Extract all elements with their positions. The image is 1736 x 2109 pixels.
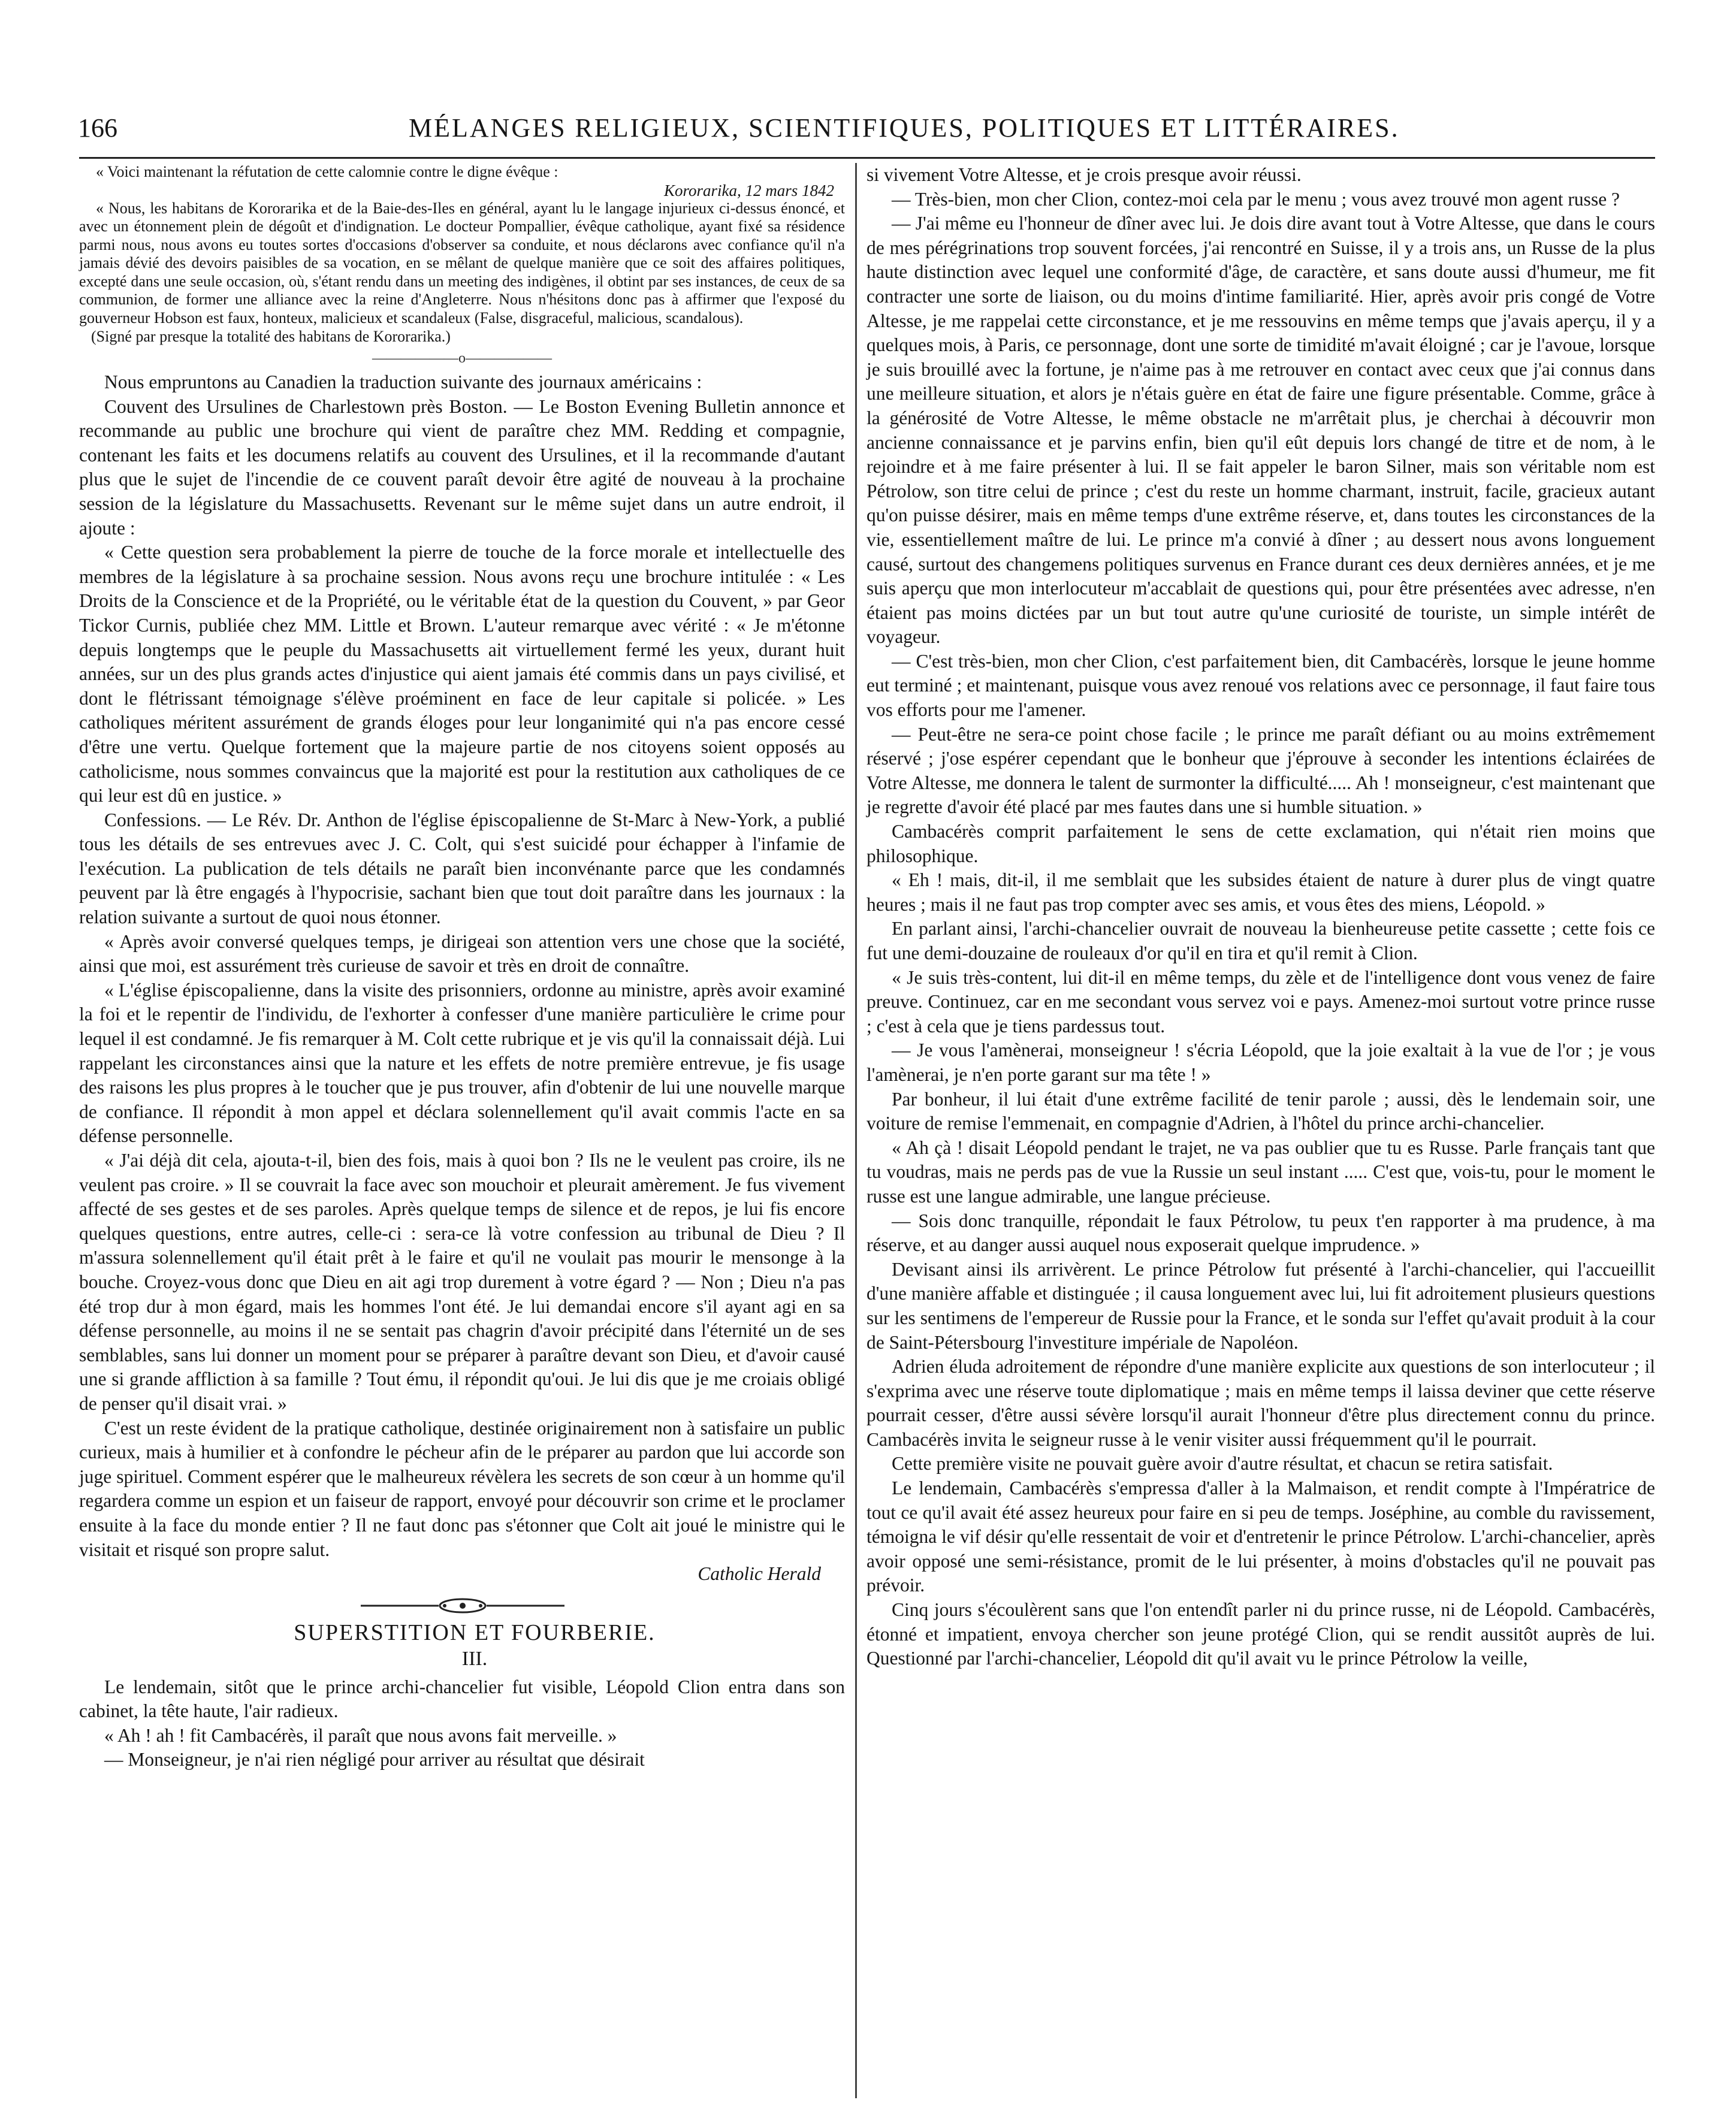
- quote-signature: (Signé par presque la totalité des habitans de Kororarika.): [91, 328, 451, 345]
- header-rule: [79, 157, 1655, 159]
- left-column: [79, 163, 845, 1772]
- quote-date: Kororarika, 12 mars 1842: [663, 181, 834, 200]
- paragraph: « Eh ! mais, dit-il, il me semblait que les subsides étaient de nature à durer plus de vingt quatre heures ; mais il ne faut pas trop compter avec ses amis, et vous êtes des miens, Léopold. »: [867, 869, 1655, 915]
- paragraph: « J'ai déjà dit cela, ajouta-t-il, bien des fois, mais à quoi bon ? Ils ne le veulent pas croire, ils ne veulent pas croire. » Il se couvrait la face avec son mouchoir et pleurait amèrement. Je fus vivement affecté de ses gestes et de ses paroles. Après quelque temps de silence et de repos, je lui fis encore quelques questions, entre autres, celle-ci : sera-ce là votre confession au tribunal de Dieu ? Il m'assura solennellement qu'il était prêt à le faire et qu'il ne voulait pas mourir le mensonge à la bouche. Croyez-vous donc que Dieu en ait agi trop durement à votre égard ? — Non ; Dieu n'a pas été trop dur à mon égard, mais les hommes l'ont été. Je lui demandai encore s'il ayant agi en sa défense personnelle, au moins il ne se sentait pas chagrin d'avoir précipité dans l'éternité un de ses semblables, sans lui donner un moment pour se préparer à paraître devant son Dieu, et d'avoir causé une si grande affliction à sa famille ? Tout ému, il répondit qu'oui. Je lui dis que je me croiais obligé de penser qu'il disait vrai. »: [79, 1150, 845, 1414]
- paragraph: Couvent des Ursulines de Charlestown près Boston. — Le Boston Evening Bulletin annonce et recommande au public une brochure qui vient de paraître chez MM. Redding et compagnie, contenant les faits et les documens relatifs au couvent des Ursulines, et il la recommande d'autant plus que le sujet de l'incendie de ce couvent paraît devoir être agité de nouveau à la prochaine session de la législature du Massachusetts. Revenant sur le même sujet dans un autre endroit, il ajoute :: [79, 395, 845, 539]
- paragraph: — Très-bien, mon cher Clion, contez-moi cela par le menu ; vous avez trouvé mon agent russe ?: [892, 188, 1620, 210]
- paragraph: — Monseigneur, je n'ai rien négligé pour arriver au résultat que désirait: [104, 1749, 645, 1770]
- paragraph: Cinq jours s'écoulèrent sans que l'on entendît parler ni du prince russe, ni de Léopold. Cambacérès, étonné et impatient, envoya chercher son jeune protégé Clion, qui se rendit aussitôt auprès de lui. Questionné par l'archi-chancelier, Léopold dit qu'il avait vu le prince Pétrolow la veille,: [867, 1599, 1655, 1669]
- paragraph: — Je vous l'amènerai, monseigneur ! s'écria Léopold, que la joie exaltait à la vue de l'or ; je vous l'amènerai, je n'en porte garant sur ma tête ! »: [867, 1040, 1655, 1085]
- page-header: [73, 113, 1655, 151]
- paragraph: — C'est très-bien, mon cher Clion, c'est parfaitement bien, dit Cambacérès, lorsque le jeune homme eut terminé ; et maintenant, puisque vous avez renoué vos relations avec ce personnage, il faut faire tous vos efforts pour me l'amener.: [867, 650, 1655, 721]
- quote-body: « Nous, les habitans de Kororarika et de la Baie-des-Iles en général, ayant lu le langage injurieux ci-dessus énoncé, et avec un étonnement plein de dégoût et d'indignation. Le docteur Pompallier, évêque catholique, ayant fixé sa résidence parmi nous, nous avons eu toutes sortes d'occasions d'observer sa conduite, et nous déclarons avec confiance qu'il n'a jamais dévié des devoirs paisibles de sa vocation, en se mêlant de quelque manière que ce soit des affaires politiques, excepté dans une seule occasion, où, s'étant rendu dans un meeting des indigènes, il obtint par ses instances, de ceux de sa communion, de former une alliance avec la reine d'Angleterre. Nous n'hésitons donc pas à affirmer que l'exposé du gouverneur Hobson est faux, honteux, malicieux et scandaleux (False, disgraceful, malicious, scandalous).: [79, 199, 845, 327]
- paragraph: Le lendemain, sitôt que le prince archi-chancelier fut visible, Léopold Clion entra dans son cabinet, la tête haute, l'air radieux.: [79, 1676, 845, 1722]
- section-title: SUPERSTITION ET FOURBERIE.: [294, 1619, 656, 1645]
- right-column: [867, 163, 1655, 1671]
- ornament-icon: [355, 1596, 570, 1615]
- paragraph: En parlant ainsi, l'archi-chancelier ouvrait de nouveau la bienheureuse petite cassette ; cette fois ce fut une demi-douzaine de rouleaux d'or qu'il en tira et qu'il remit à Clion.: [867, 918, 1655, 963]
- paragraph: Le lendemain, Cambacérès s'empressa d'aller à la Malmaison, et rendit compte à l'Impératrice de tout ce qu'il avait été assez heureux pour faire en si peu de temps. Joséphine, au comble du ravissement, témoigna le vif désir qu'elle ressentait de voir et d'entretenir le prince Pétrolow. L'archi-chancelier, après avoir opposé une semi-résistance, promit de le lui présenter, à moins d'obstacles qu'il ne pouvait pas prévoir.: [867, 1477, 1655, 1596]
- paragraph: Devisant ainsi ils arrivèrent. Le prince Pétrolow fut présenté à l'archi-chancelier, qui l'accueillit d'une manière affable et distinguée ; il causa longuement avec lui, lui fit adroitement plusieurs questions sur les sentimens de l'empereur de Russie pour la France, et le sonda sur l'effet qu'avait produit à la cour de Saint-Pétersbourg l'investiture impériale de Napoléon.: [867, 1258, 1655, 1353]
- separator-rule: ——————o——————: [372, 351, 552, 366]
- paragraph: « Ah ! ah ! fit Cambacérès, il paraît que nous avons fait merveille. »: [104, 1724, 617, 1746]
- paragraph: « Je suis très-content, lui dit-il en même temps, du zèle et de l'intelligence dont vous venez de faire preuve. Continuez, car en me secondant vous servez voi e pays. Amenez-moi surtout votre prince russe ; c'est à cela que je tiens pardessus tout.: [867, 966, 1655, 1037]
- page-number: 166: [78, 113, 117, 143]
- ornament-divider: [79, 1593, 845, 1619]
- column-divider: [855, 163, 857, 2098]
- paragraph: « L'église épiscopalienne, dans la visite des prisonniers, ordonne au ministre, après avoir examiné la foi et le repentir de l'individu, de l'exhorter à confesser d'une manière particulière le crime pour lequel il est condamné. Je fis remarquer à M. Colt cette rubrique et je vis qu'il la connaissait déjà. Lui rappelant les circonstances ainsi que la nature et les effets de notre première entrevue, je fis usage des raisons les plus propres à le toucher que je pus trouver, afin d'obtenir de lui une nouvelle marque de confiance. Il répondit à mon appel et déclara solennellement qu'il avait commis l'acte en sa défense personnelle.: [79, 979, 845, 1147]
- paragraph: « Cette question sera probablement la pierre de touche de la force morale et intellectuelle des membres de la législature à sa prochaine session. Nous avons reçu une brochure intitulée : « Les Droits de la Conscience et de la Propriété, ou le véritable état de la question du Couvent, » par Geor Tickor Curnis, publiée chez MM. Little et Brown. L'auteur remarque avec vérité : « Je m'étonne depuis longtemps que le peuple du Massachusetts ait virtuellement fermé les yeux, durant huit années, sur un des plus grands actes d'injustice qui aient jamais été commis dans un pays civilisé, et dont le flétrissant témoignage s'élève proéminent en face de leur capitale si policée. » Les catholiques méritent assurément de grands éloges pour leur longanimité qui n'a pas encore cessé d'être une vertu. Quelque fortement que la majeure partie de nos citoyens soient opposés au catholicisme, nous sommes convaincus que la majorité est pour la restitution aux catholiques de ce qui leur est dû en justice. »: [79, 542, 845, 806]
- paragraph: « Après avoir conversé quelques temps, je dirigeai son attention vers une chose que la société, ainsi que moi, est assurément très curieuse de savoir et très en droit de connaître.: [79, 930, 845, 977]
- paragraph: « Ah çà ! disait Léopold pendant le trajet, ne va pas oublier que tu es Russe. Parle français tant que tu voudras, mais ne perds pas de vue la Russie un seul instant ..... C'est que, vois-tu, pour le moment le russe est une langue admirable, une langue précieuse.: [867, 1137, 1655, 1207]
- paragraph: Par bonheur, il lui était d'une extrême facilité de tenir parole ; aussi, dès le lendemain soir, une voiture de remise l'emmenait, en compagnie d'Adrien, à l'hôtel du prince archi-chancelier.: [867, 1088, 1655, 1134]
- paragraph: — J'ai même eu l'honneur de dîner avec lui. Je dois dire avant tout à Votre Altesse, que dans le cours de mes pérégrinations trop souvent forcées, j'ai rencontré en Suisse, il y a trois ans, un Russe de la plus haute distinction avec lequel une conformité d'âge, de caractère, et sans doute aussi d'humeur, me fit contracter une sorte de liaison, ou du moins d'intime familiarité. Hier, après avoir pris congé de Votre Altesse, je me rappelai cette circonstance, et je me ressouvins en même temps que j'avais aperçu, il y a quelques mois, à Paris, ce personnage, dont une sorte de timidité m'avait éloigné ; car je l'avoue, lorsque je suis brouillé avec la fortune, je n'aime pas à me retrouver en contact avec ceux que j'ai connus dans une meilleure situation, et alors je n'étais guère en état de faire une figure présentable. Comme, grâce à la générosité de Votre Altesse, le même obstacle ne m'arrêtait plus, je cherchai à découvrir mon ancienne connaissance et je parvins enfin, bien qu'il eût depuis lors changé de titre et de nom, à le rejoindre et à me faire présenter à lui. Il se fait appeler le baron Silner, mais son véritable nom est Pétrolow, son titre celui de prince ; c'est du reste un homme charmant, instruit, facile, gracieux autant qu'on puisse désirer, mais en même temps d'une extrême réserve, et, dans toutes les circonstances de la vie, essentiellement maître de lui. Le prince m'a convié à dîner ; au dessert nous avons longuement causé, surtout des changemens politiques survenus en France durant ces deux dernières années, et je me suis aperçu que mon interlocuteur m'accablait de questions qui, pour être présentées avec adresse, n'en étaient pas moins dictées par un but tout autre qu'une curiosité de touriste, un simple intérêt de voyageur.: [867, 213, 1655, 648]
- paragraph: Adrien éluda adroitement de répondre d'une manière explicite aux questions de son interlocuteur ; il s'exprima avec une réserve toute diplomatique ; mais en même temps il laissa deviner que cette réserve pourrait cesser, d'être aussi sévère lorsqu'il aurait l'honneur d'être plus directement connu du prince. Cambacérès invita le seigneur russe à le venir visiter aussi fréquemment qu'il le pourrait.: [867, 1356, 1655, 1450]
- paragraph: C'est un reste évident de la pratique catholique, destinée originairement non à satisfaire un public curieux, mais à humilier et à confondre le pécheur afin de le préparer au pardon que lui accorde son juge spirituel. Comment espérer que le malheureux révèlera les secrets de son cœur à un homme qu'il regardera comme un espion et un faiseur de rapport, envoyé pour découvrir son crime et le proclamer ensuite à la face du monde entier ? Il ne faut donc pas s'étonner que Colt ait joué le ministre qui le visitait et risqué son propre salut.: [79, 1417, 845, 1560]
- quote-intro: « Voici maintenant la réfutation de cette calomnie contre le digne évêque :: [96, 163, 558, 180]
- section-number: III.: [461, 1647, 488, 1670]
- running-title: MÉLANGES RELIGIEUX, SCIENTIFIQUES, POLITIQUES ET LITTÉRAIRES.: [409, 113, 1400, 143]
- paragraph: — Peut-être ne sera-ce point chose facile ; le prince me paraît défiant ou au moins extrêmement réservé ; j'ose espérer cependant que le bonheur que j'éprouve à seconder les intentions éclairées de Votre Altesse, me donnera le talent de surmonter la difficulté..... Ah ! monseigneur, c'est maintenant que je regrette d'avoir été placé par mes fautes dans une si humble situation. »: [867, 723, 1655, 818]
- paragraph: Confessions. — Le Rév. Dr. Anthon de l'église épiscopalienne de St-Marc à New-York, a publié tous les détails de ses entrevues avec J. C. Colt, qui s'est suicidé pour échapper à l'infamie de l'exécution. La publication de tels détails ne paraît bien inconvénante parce que les condamnés peuvent par là être engagés à l'hypocrisie, sachant bien que tout doit paraître dans les journaux : la relation suivante a surtout de quoi nous étonner.: [79, 809, 845, 928]
- paragraph: Nous empruntons au Canadien la traduction suivante des journaux américains :: [104, 371, 702, 392]
- paragraph: — Sois donc tranquille, répondait le faux Pétrolow, tu peux t'en rapporter à ma prudence, à ma réserve, et au danger aussi auquel nous exposerait quelque imprudence. »: [867, 1210, 1655, 1256]
- paragraph: si vivement Votre Altesse, et je crois presque avoir réussi.: [867, 164, 1302, 185]
- paragraph: Cambacérès comprit parfaitement le sens de cette exclamation, qui n'était rien moins que philosophique.: [867, 821, 1655, 866]
- paragraph: Cette première visite ne pouvait guère avoir d'autre résultat, et chacun se retira satisfait.: [892, 1453, 1553, 1475]
- source-signature: Catholic Herald: [698, 1563, 821, 1585]
